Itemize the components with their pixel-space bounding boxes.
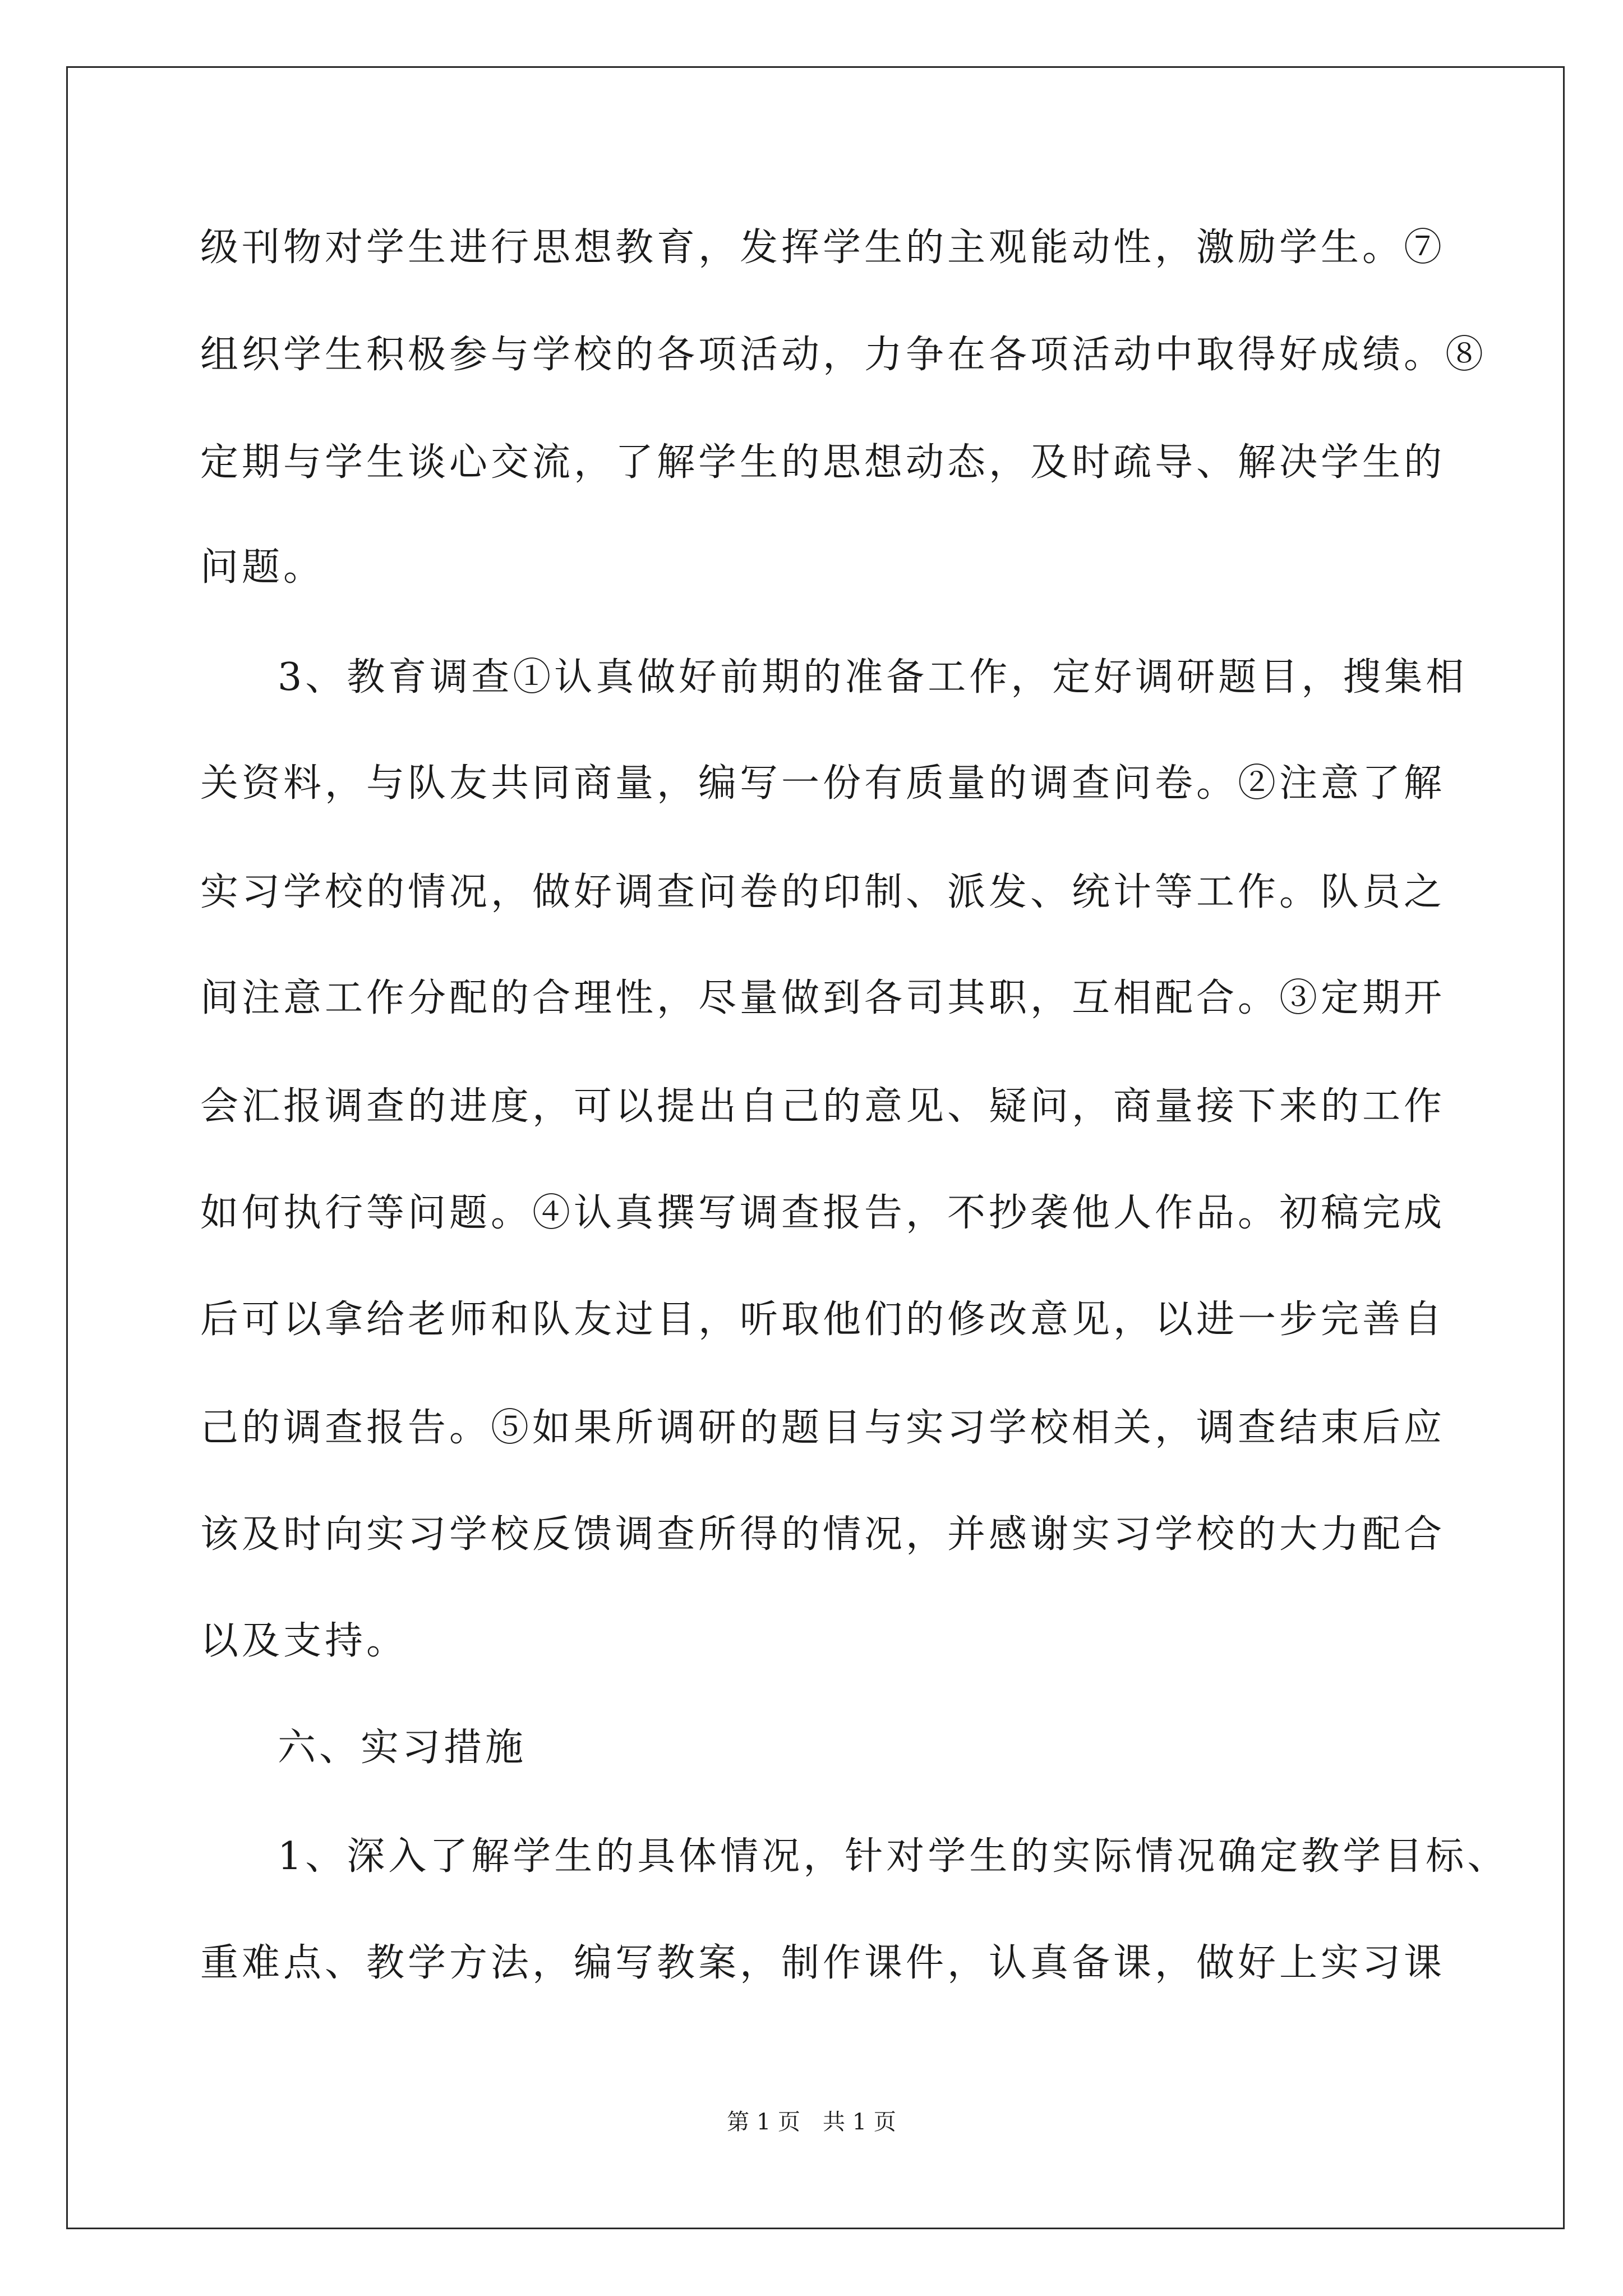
text-line: 3、教育调查①认真做好前期的准备工作，定好调研题目，搜集相 — [278, 655, 1468, 700]
text-line: 会汇报调查的进度，可以提出自己的意见、疑问，商量接下来的工作 — [200, 1084, 1446, 1129]
text-line: 该及时向实习学校反馈调查所得的情况，并感谢实习学校的大力配合 — [200, 1512, 1446, 1557]
text-line: 组织学生积极参与学校的各项活动，力争在各项活动中取得好成绩。⑧ — [200, 333, 1487, 377]
text-line: 己的调查报告。⑤如果所调研的题目与实习学校相关，调查结束后应 — [200, 1406, 1446, 1450]
text-line: 定期与学生谈心交流，了解学生的思想动态，及时疏导、解决学生的 — [200, 440, 1446, 485]
page-border — [66, 66, 1565, 2229]
text-line: 关资料，与队友共同商量，编写一份有质量的调查问卷。②注意了解 — [200, 761, 1446, 806]
text-line: 实习学校的情况，做好调查问卷的印制、派发、统计等工作。队员之 — [200, 870, 1446, 914]
text-line: 1、深入了解学生的具体情况，针对学生的实际情况确定教学目标、 — [278, 1834, 1509, 1879]
text-line: 间注意工作分配的合理性，尽量做到各司其职，互相配合。③定期开 — [200, 976, 1446, 1020]
text-line: 后可以拿给老师和队友过目，听取他们的修改意见，以进一步完善自 — [200, 1297, 1446, 1342]
text-line: 问题。 — [200, 545, 325, 590]
text-line: 如何执行等问题。④认真撰写调查报告，不抄袭他人作品。初稿完成 — [200, 1191, 1446, 1235]
text-line: 级刊物对学生进行思想教育，发挥学生的主观能动性，激励学生。⑦ — [200, 226, 1446, 270]
section-heading: 六、实习措施 — [278, 1726, 527, 1770]
page-footer: 第 1 页 共 1 页 — [727, 2109, 896, 2135]
text-line: 重难点、教学方法，编写教案，制作课件，认真备课，做好上实习课 — [200, 1941, 1446, 1985]
text-line: 以及支持。 — [200, 1619, 408, 1663]
